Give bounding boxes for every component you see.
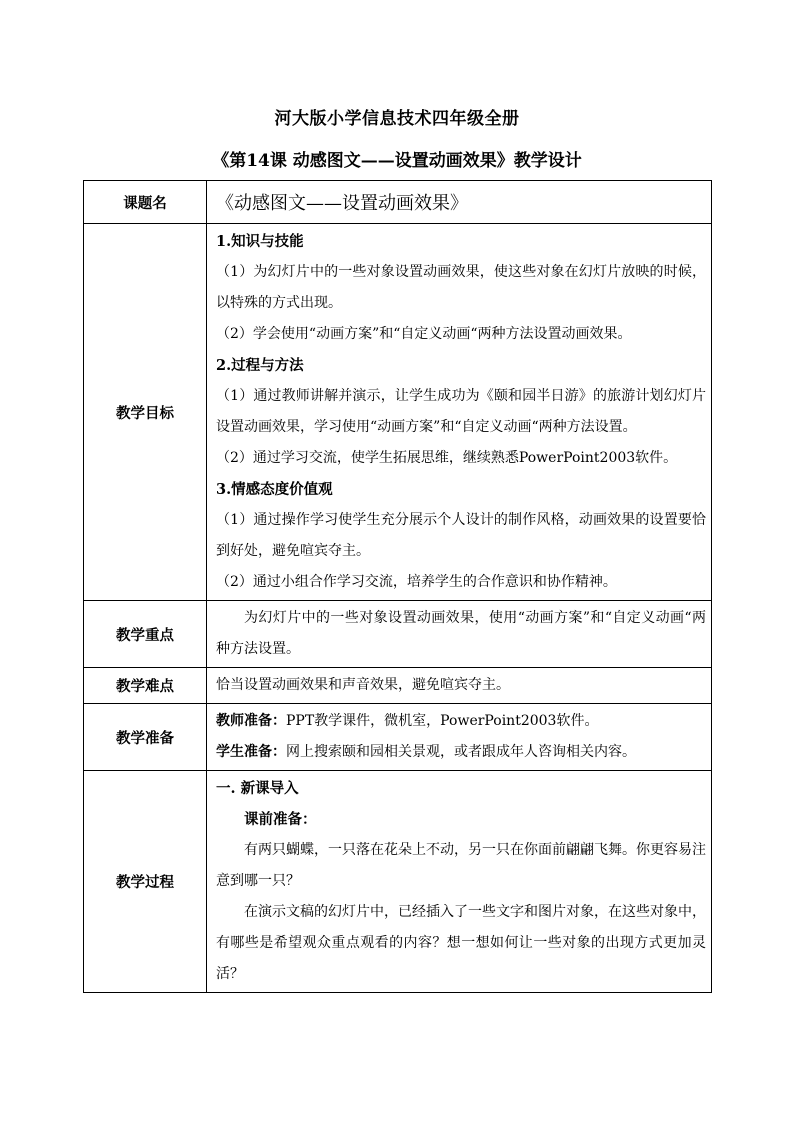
goals-section2-item1: （1）通过教师讲解并演示，让学生成功为《颐和园半日游》的旅游计划幻灯片设置动画效果，学习使用“动画方案”和“自定义动画“两种方法设置。 — [216, 388, 706, 435]
process-paragraph2: 在演示文稿的幻灯片中，已经插入了一些文字和图片对象，在这些对象中，有哪些是希望观众重点观看的内容？想一想如何让一些对象的出现方式更加灵活？ — [216, 904, 706, 982]
prep-student-label: 学生准备： — [216, 744, 286, 760]
row-prep — [84, 704, 712, 771]
goals-section1-heading: 1.知识与技能 — [216, 233, 304, 250]
process-label: 教学过程 — [84, 771, 207, 993]
focus-value: 为幻灯片中的一些对象设置动画效果，使用“动画方案”和“自定义动画“两种方法设置。 — [216, 610, 706, 657]
topic-value: 《动感图文——设置动画效果》 — [207, 181, 712, 224]
goals-section1-item1: （1）为幻灯片中的一些对象设置动画效果，使这些对象在幻灯片放映的时候，以特殊的方式出现。 — [216, 264, 706, 311]
process-subheading: 课前准备： — [244, 811, 317, 828]
process-content — [207, 771, 712, 993]
row-difficulty — [84, 668, 712, 704]
goals-section2-item2: （2）通过学习交流，使学生拓展思维，继续熟悉PowerPoint2003软件。 — [216, 450, 678, 466]
process-section1-heading: 一. 新课导入 — [216, 780, 299, 797]
prep-label: 教学准备 — [84, 704, 207, 771]
lesson-plan-table — [83, 180, 712, 993]
goals-content — [207, 224, 712, 601]
row-process — [84, 771, 712, 993]
document-title-line2: 《第14课 动感图文——设置动画效果》教学设计 — [212, 151, 582, 171]
difficulty-label: 教学难点 — [84, 668, 207, 704]
focus-label: 教学重点 — [84, 601, 207, 668]
topic-label: 课题名 — [84, 181, 207, 224]
goals-section1-item2: （2）学会使用“动画方案”和“自定义动画“两种方法设置动画效果。 — [216, 326, 632, 342]
prep-teacher-value: PPT教学课件，微机室，PowerPoint2003软件。 — [286, 713, 599, 729]
prep-student — [216, 737, 706, 768]
focus-content — [207, 601, 712, 668]
difficulty-value: 恰当设置动画效果和声音效果，避免喧宾夺主。 — [216, 677, 510, 693]
prep-student-value: 网上搜索颐和园相关景观，或者跟成年人咨询相关内容。 — [286, 744, 636, 760]
goals-section3-item1: （1）通过操作学习使学生充分展示个人设计的制作风格，动画效果的设置要恰到好处，避免喧宾夺主。 — [216, 512, 706, 559]
row-topic — [84, 181, 712, 224]
prep-content — [207, 704, 712, 771]
prep-teacher-label: 教师准备： — [216, 713, 286, 729]
difficulty-content — [207, 668, 712, 704]
goals-section2-heading: 2.过程与方法 — [216, 357, 304, 374]
prep-teacher — [216, 706, 706, 737]
row-goals — [84, 224, 712, 601]
goals-label: 教学目标 — [84, 224, 207, 601]
document-title-line1: 河大版小学信息技术四年级全册 — [274, 109, 520, 129]
row-focus — [84, 601, 712, 668]
process-paragraph1: 有两只蝴蝶，一只落在花朵上不动，另一只在你面前翩翩飞舞。你更容易注意到哪一只？ — [216, 842, 706, 889]
goals-section3-heading: 3.情感态度价值观 — [216, 481, 333, 498]
goals-section3-item2: （2）通过小组合作学习交流，培养学生的合作意识和协作精神。 — [216, 574, 617, 590]
